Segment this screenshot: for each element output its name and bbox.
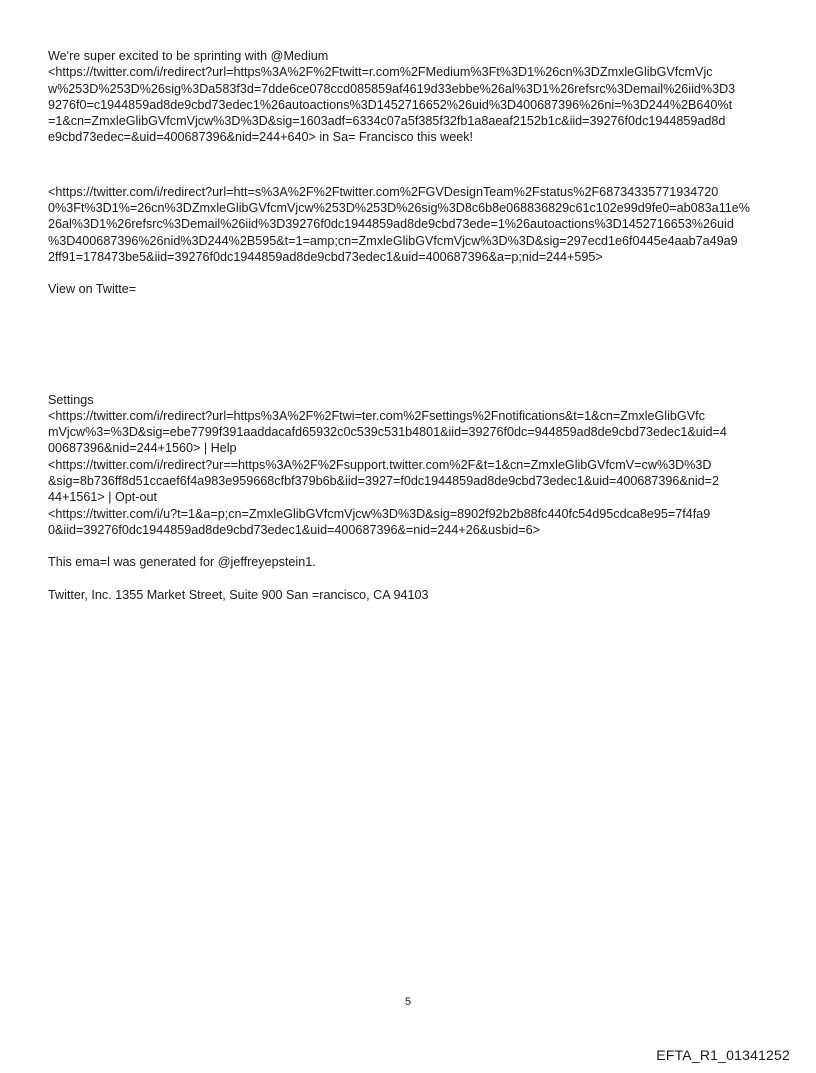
spacer — [48, 571, 776, 587]
spacer — [48, 298, 776, 392]
view-on-twitter-text: View on Twitte= — [48, 282, 137, 297]
spacer — [48, 265, 776, 281]
settings-help-optout-paragraph: Settings <https://twitter.com/i/redirect?url=https%3A%2F%2Ftwi=ter.com%2Fsettings%2Fnotifications&t=1&cn=ZmxleGlibGVfc mVjcw%3=%3D&sig=ebe7799f391aaddacafd65932c0c539c531b4801&iid=39276f0dc=944859ad8de9cbd73edec1&uid=4 00687396&nid=244+1560> | Help <https://twitter.com/i/redirect?ur==https%3A%2F%2Fsupport.twitter.com%2F&t=1&cn=ZmxleGlibGVfcmV=cw%3D%3D &sig=8b736ff8d51ccaef6f4a983e959668cfbf379b6b&iid=3927=f0dc1944859ad8de9cbd73edec1&uid=400687396&nid=2 44+1561> | Opt-out <https://twitter.com/i/u?t=1&a=p;cn=ZmxleGlibGVfcmVjcw%3D%3D&sig=8902f92b2b88fc440fc54d95cdca8e95=7f4fa9 0&iid=39276f0dc1944859ad8de9cbd73edec1&uid=400687396&=nid=244+26&usbid=6> — [48, 392, 727, 537]
page-number: 5 — [404, 996, 412, 1008]
document-id-footer: EFTA_R1_01341252 — [656, 1047, 790, 1063]
spacer — [48, 538, 776, 554]
spacer — [48, 146, 776, 184]
intro-paragraph: We're super excited to be sprinting with @Medium <https://twitter.com/i/redirect?url=https%3A%2F%2Ftwitt=r.com%2FMedium%3Ft%3D1%26cn%3DZmxleGlibGVfcmVjc w%253D%253D%26sig%3Da583f3d=7dde6ce078ccd085859af4619d33ebbe%26al%3D1%26refsrc%3Demail%26iid%3D3 9276f0=c1944859ad8de9cbd73edec1%26autoactions%3D1452716652%26uid%3D400687396%26ni=%3D244%2B640%t =1&cn=ZmxleGlibGVfcmVjcw%3D%3D&sig=1603adf=6334c07a5f385f32fb1a8aeaf2152b1c&iid=39276f0dc1944859ad8d e9cbd73edec=&uid=400687396&nid=244+640> in Sa= Francisco this week! — [48, 49, 736, 145]
email-body — [48, 48, 776, 603]
generated-for-text: This ema=l was generated for @jeffreyepstein1. — [48, 555, 316, 570]
company-address-text: Twitter, Inc. 1355 Market Street, Suite 900 San =rancisco, CA 94103 — [48, 587, 429, 602]
status-link-paragraph: <https://twitter.com/i/redirect?url=htt=s%3A%2F%2Ftwitter.com%2FGVDesignTeam%2Fstatus%2F68734335771934720 0%3Ft%3D1%=26cn%3DZmxleGlibGVfcmVjcw%253D%253D%26sig%3D8c6b8e068836829c61c102e99d9fe0=ab083a11e% 26al%3D1%26refsrc%3Demail%26iid%3D39276f0dc1944859ad8de9cbd73ede=1%26autoactions%3D1452716653%26uid %3D400687396%26nid%3D244%2B595&t=1=amp;cn=ZmxleGlibGVfcmVjcw%3D%3D&sig=297ecd1e6f0445e4aab7a49a9 2ff91=178473be5&iid=39276f0dc1944859ad8de9cbd73edec1&uid=400687396&a=p;nid=244+595> — [48, 184, 750, 264]
